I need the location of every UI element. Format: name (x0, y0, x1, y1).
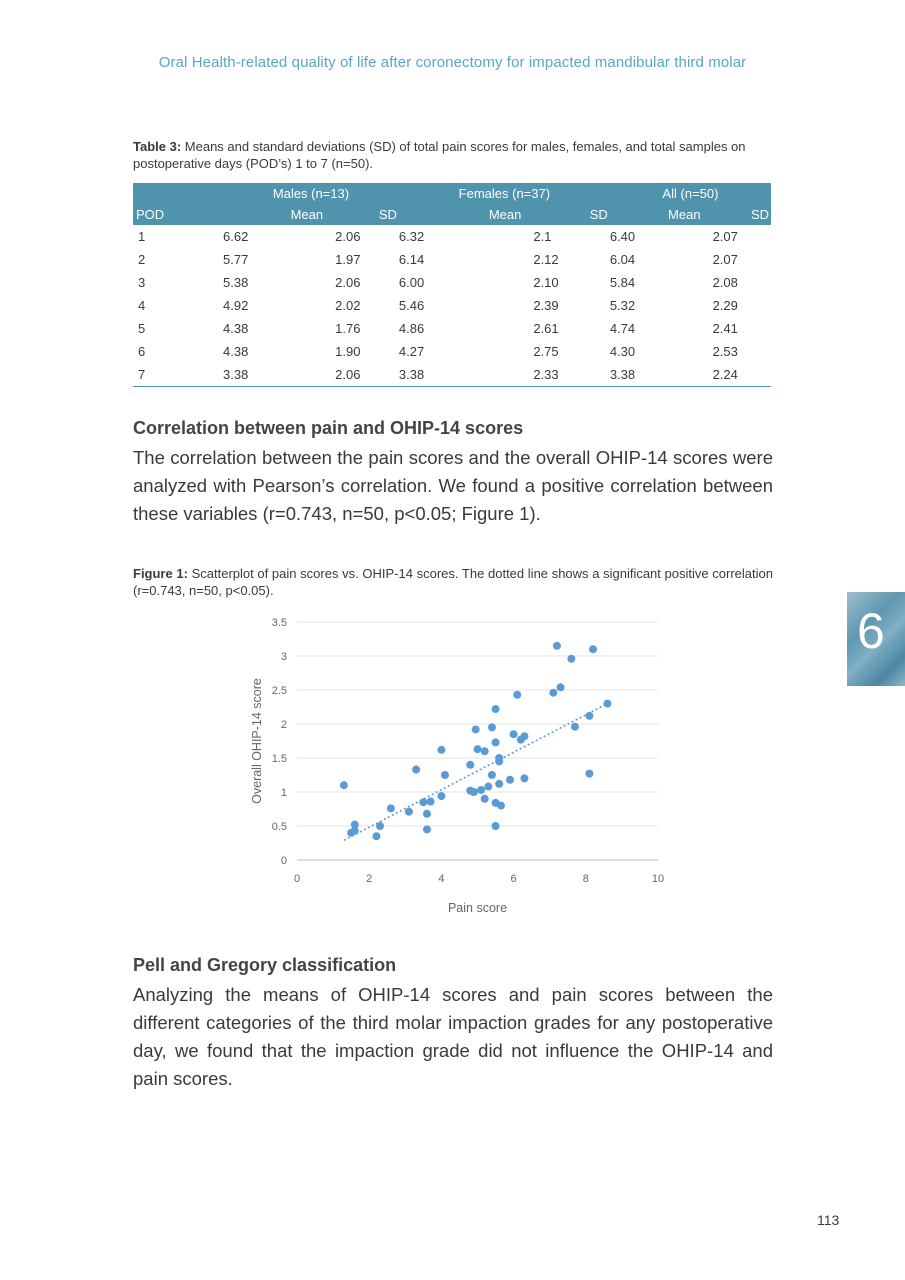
table-cell: 2.24 (713, 363, 771, 387)
table-cell: 1.90 (335, 344, 361, 359)
table-cell: 3.38 (223, 363, 335, 387)
scatter-point (474, 745, 482, 753)
scatter-point (557, 683, 565, 691)
scatter-point (492, 738, 500, 746)
table-row (133, 317, 771, 340)
y-tick-label: 3 (280, 651, 287, 663)
table-column-header-row (133, 204, 771, 225)
table-cell: 4.92 (223, 298, 249, 313)
y-tick-label: 3.5 (271, 617, 287, 629)
scatter-point (603, 700, 611, 708)
table-cell: 2.1 (533, 229, 552, 244)
scatter-point (472, 725, 480, 733)
table-cell: 3.38 (610, 363, 713, 387)
scatter-point (441, 771, 449, 779)
x-tick-label: 6 (510, 873, 517, 885)
scatter-point (423, 810, 431, 818)
table-cell: 2.29 (712, 298, 738, 313)
x-tick-label: 8 (582, 873, 589, 885)
scatter-point (549, 689, 557, 697)
scatter-point (340, 781, 348, 789)
table-body (133, 225, 771, 387)
table-row (133, 340, 771, 363)
scatter-point (495, 780, 503, 788)
table-cell: 2.75 (533, 344, 559, 359)
table-group-spacer (133, 183, 223, 204)
table-cell-pod: 2 (138, 252, 146, 267)
scatter-point (466, 761, 474, 769)
table-header-mean: Mean (223, 204, 335, 225)
table-cell: 4.38 (223, 321, 249, 336)
scatter-point (510, 730, 518, 738)
y-tick-label: 1.5 (271, 753, 287, 765)
scatter-point (387, 804, 395, 812)
table-cell: 5.32 (609, 298, 636, 313)
table-cell: 2.02 (335, 298, 361, 313)
scatter-point (513, 691, 521, 699)
scatter-point (351, 821, 359, 829)
scatter-point (520, 774, 528, 782)
table-group-females: Females (n=37) (399, 183, 610, 204)
table-cell: 1.76 (335, 321, 361, 336)
table-cell: 6.14 (398, 252, 425, 267)
table-row (133, 225, 771, 248)
page-number: 113 (817, 1212, 840, 1228)
table-cell-pod: 7 (133, 363, 223, 387)
scatter-point (481, 747, 489, 755)
scatter-point (553, 642, 561, 650)
table-cell: 2.06 (335, 275, 361, 290)
scatter-point (492, 705, 500, 713)
scatter-point (419, 798, 427, 806)
table-header-pod: POD (133, 204, 223, 225)
table-cell: 2.61 (533, 321, 559, 336)
table-cell: 2.12 (533, 252, 559, 267)
scatter-point (492, 822, 500, 830)
table-cell: 5.46 (398, 298, 425, 313)
table-cell: 6.00 (398, 275, 425, 290)
table-cell: 2.06 (335, 229, 361, 244)
scatter-point (437, 746, 445, 754)
table-cell-pod: 5 (138, 321, 146, 336)
table-cell: 2.08 (712, 275, 738, 290)
scatter-plot (240, 610, 680, 920)
scatter-point (427, 798, 435, 806)
x-tick-label: 0 (293, 873, 301, 885)
scatter-point (423, 825, 431, 833)
running-header: Oral Health-related quality of life after coronectomy for impacted mandibular third molar (158, 54, 747, 71)
y-tick-label: 1 (280, 787, 287, 799)
scatter-point (477, 786, 485, 794)
table-cell-pod: 3 (138, 275, 146, 290)
table-caption-text: Means and standard deviations (SD) of total pain scores for males, females, and total samples on postoperative days (POD’s) 1 to 7 (n=50). (133, 139, 746, 171)
table-cell: 2.07 (712, 229, 738, 244)
scatter-point (488, 723, 496, 731)
table-cell: 2.10 (533, 275, 559, 290)
table-group-all: All (n=50) (610, 183, 771, 204)
table-cell: 2.53 (712, 344, 738, 359)
x-tick-label: 2 (366, 873, 373, 885)
scatter-point (488, 771, 496, 779)
y-axis-label: Overall OHIP-14 score (250, 678, 264, 804)
y-tick-label: 0 (280, 855, 287, 867)
x-tick-label: 10 (651, 873, 665, 885)
x-tick-label: 4 (438, 873, 445, 885)
table-cell-pod: 4 (138, 298, 146, 313)
scatter-point (437, 792, 445, 800)
table-cell: 6.62 (223, 229, 249, 244)
table-cell: 4.27 (398, 344, 425, 359)
scatter-point (567, 655, 575, 663)
scatter-point (571, 723, 579, 731)
table-header-mean: Mean (610, 204, 713, 225)
scatter-point (372, 832, 380, 840)
table-group-males: Males (n=13) (223, 183, 399, 204)
figure-caption (133, 565, 773, 599)
scatter-point (497, 802, 505, 810)
paragraph-correlation: The correlation between the pain scores and the overall OHIP-14 scores were analyzed with Pearson’s correlation. We found a positive correlation between these variables (r=0.743, n=50, p<0.05; Figure 1). (133, 447, 773, 524)
pain-scores-table (133, 183, 771, 387)
paragraph-pell-gregory: Analyzing the means of OHIP-14 scores and pain scores between the different categories of the third molar impaction grades for any postoperative day, we found that the impaction grade did not influence the OHIP-14 and pain scores. (133, 984, 773, 1089)
scatter-point (585, 770, 593, 778)
chapter-number: 6 (857, 603, 885, 659)
table-row (133, 248, 771, 271)
scatter-point (589, 645, 597, 653)
y-tick-label: 2.5 (271, 685, 287, 697)
table-cell: 5.84 (609, 275, 636, 290)
figure-caption-text: Scatterplot of pain scores vs. OHIP-14 scores. The dotted line shows a significant positive correlation (r=0.743, n=50, p<0.05). (133, 566, 773, 598)
table-header-sd: SD (335, 204, 399, 225)
table-cell: 2.39 (533, 298, 559, 313)
table-header-sd: SD (713, 204, 771, 225)
y-tick-label: 2 (280, 719, 287, 731)
table-cell-pod: 6 (138, 344, 146, 359)
y-tick-label: 0.5 (271, 821, 287, 833)
table-cell: 4.38 (223, 344, 249, 359)
table-cell: 2.41 (712, 321, 738, 336)
scatter-point (520, 732, 528, 740)
scatter-point (481, 795, 489, 803)
table-row (133, 363, 771, 387)
section-heading-correlation: Correlation between pain and OHIP-14 scores (133, 418, 524, 438)
table-cell: 2.33 (533, 363, 609, 387)
table-cell: 1.97 (335, 252, 361, 267)
table-caption-label: Table 3: (133, 139, 182, 154)
table-cell: 6.40 (609, 229, 636, 244)
scatter-point (470, 788, 478, 796)
table-cell: 5.77 (223, 252, 249, 267)
scatter-point (412, 766, 420, 774)
table-cell: 4.30 (609, 344, 636, 359)
table-cell: 3.38 (399, 363, 533, 387)
table-cell: 4.74 (609, 321, 636, 336)
table-cell-pod: 1 (138, 229, 146, 244)
scatter-point (484, 783, 492, 791)
chapter-tab (847, 592, 905, 686)
table-group-header-row (133, 183, 771, 204)
scatter-point (405, 808, 413, 816)
figure-caption-label: Figure 1: (133, 566, 188, 581)
table-cell: 6.32 (398, 229, 425, 244)
table-cell: 5.38 (223, 275, 249, 290)
table-cell: 2.06 (335, 363, 399, 387)
table-cell: 4.86 (398, 321, 425, 336)
table-row (133, 271, 771, 294)
table-header-mean: Mean (399, 204, 533, 225)
table-caption (133, 138, 773, 172)
table-cell: 2.07 (712, 252, 738, 267)
x-axis-label: Pain score (447, 901, 508, 915)
scatter-point (506, 776, 514, 784)
table-row (133, 294, 771, 317)
table-cell: 6.04 (609, 252, 636, 267)
table-header-sd: SD (533, 204, 609, 225)
section-heading-pell-gregory: Pell and Gregory classification (133, 955, 397, 975)
